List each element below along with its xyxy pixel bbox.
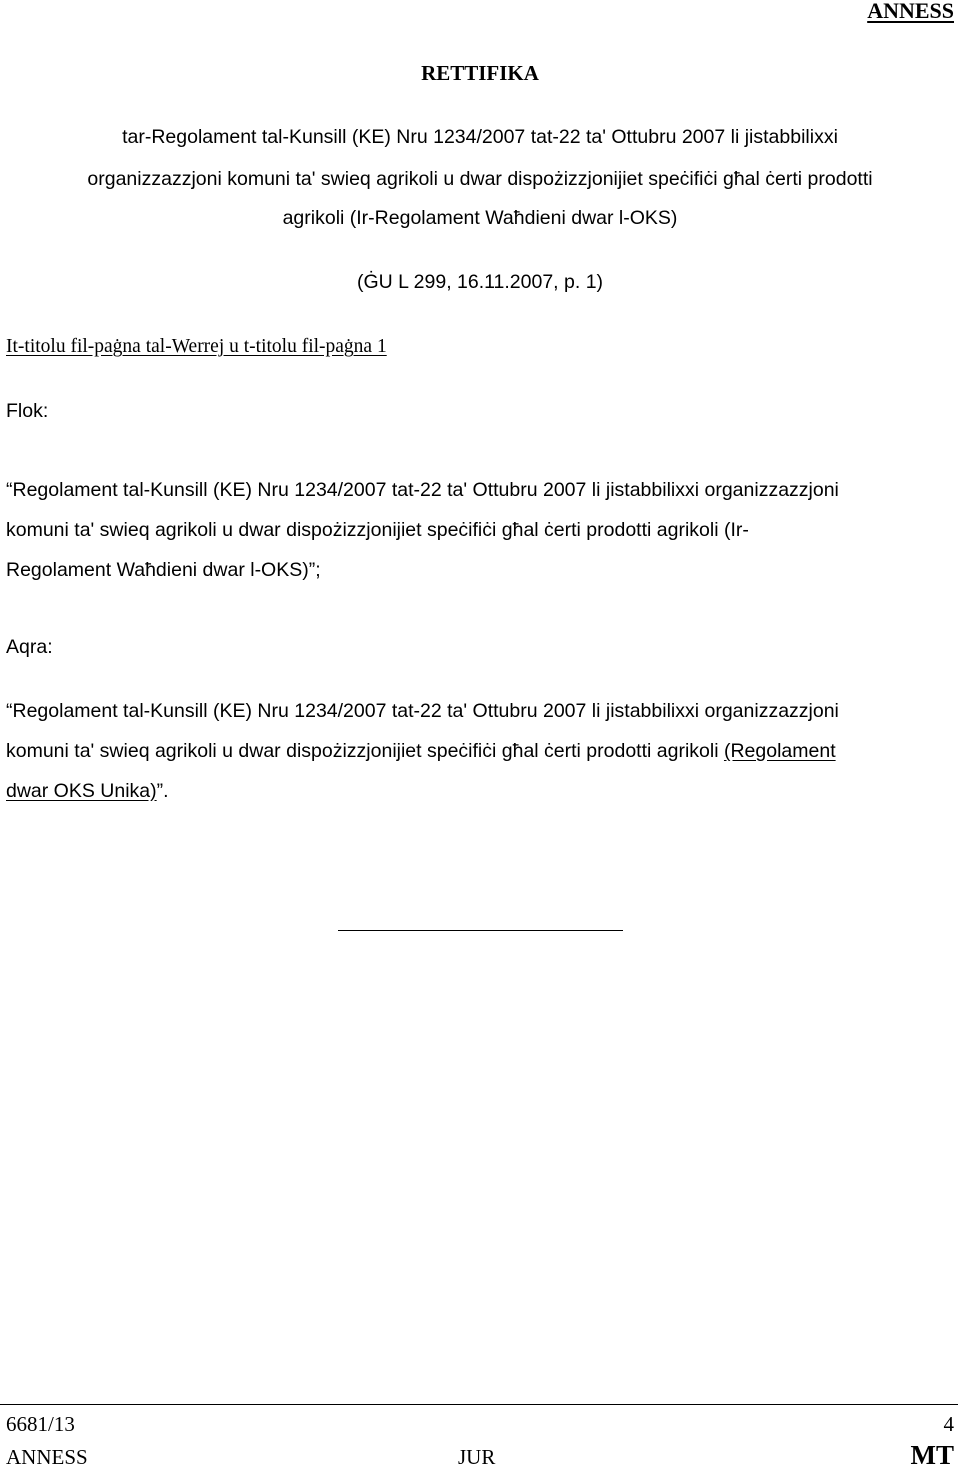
read-text-line-3-suffix: ”.: [156, 780, 169, 802]
section-heading: It-titolu fil-paġna tal-Werrej u t-titolu fil-paġna 1: [6, 336, 387, 357]
annex-tag: ANNESS: [867, 0, 954, 23]
read-text-line-1: “Regolament tal-Kunsill (KE) Nru 1234/2007 tat-22 ta' Ottubru 2007 li jistabbilixxi organizzazzjoni: [6, 700, 839, 722]
end-rule: [338, 930, 623, 931]
footer-doc-number: 6681/13: [6, 1412, 75, 1436]
official-journal-reference: (ĠU L 299, 16.11.2007, p. 1): [356, 271, 604, 293]
subtitle-line-2: organizzazzjoni komuni ta' swieq agrikoli u dwar dispożizzjonijiet speċifiċi għal ċerti prodotti: [87, 168, 873, 190]
footer-page-number: 4: [943, 1412, 954, 1436]
read-text-line-3: [6, 780, 169, 803]
read-text-line-2-underlined: (Regolament: [723, 740, 836, 762]
footer-rule: [0, 1404, 958, 1405]
footer-language: MT: [910, 1440, 954, 1470]
page-title: RETTIFIKA: [421, 61, 539, 85]
footer-service: JUR: [458, 1445, 496, 1469]
subtitle-line-1: tar-Regolament tal-Kunsill (KE) Nru 1234/2007 tat-22 ta' Ottubru 2007 li jistabbilixxi: [122, 126, 838, 148]
instead-text-line-1: “Regolament tal-Kunsill (KE) Nru 1234/2007 tat-22 ta' Ottubru 2007 li jistabbilixxi organizzazzjoni: [6, 479, 839, 501]
read-text-line-3-underlined: dwar OKS Unika): [6, 780, 157, 802]
read-text-line-2-prefix: komuni ta' swieq agrikoli u dwar dispożizzjonijiet speċifiċi għal ċerti prodotti agrikoli: [6, 740, 724, 762]
read-text-line-2: [6, 740, 836, 763]
read-label: Aqra:: [6, 636, 53, 658]
subtitle-line-3: agrikoli (Ir-Regolament Waħdieni dwar l-OKS): [282, 207, 678, 229]
instead-text-line-2: komuni ta' swieq agrikoli u dwar dispożizzjonijiet speċifiċi għal ċerti prodotti agrikoli (Ir-: [6, 519, 749, 541]
instead-text-line-3: Regolament Waħdieni dwar l-OKS)”;: [6, 559, 321, 581]
footer-annex: ANNESS: [6, 1445, 88, 1469]
instead-label: Flok:: [6, 400, 49, 422]
